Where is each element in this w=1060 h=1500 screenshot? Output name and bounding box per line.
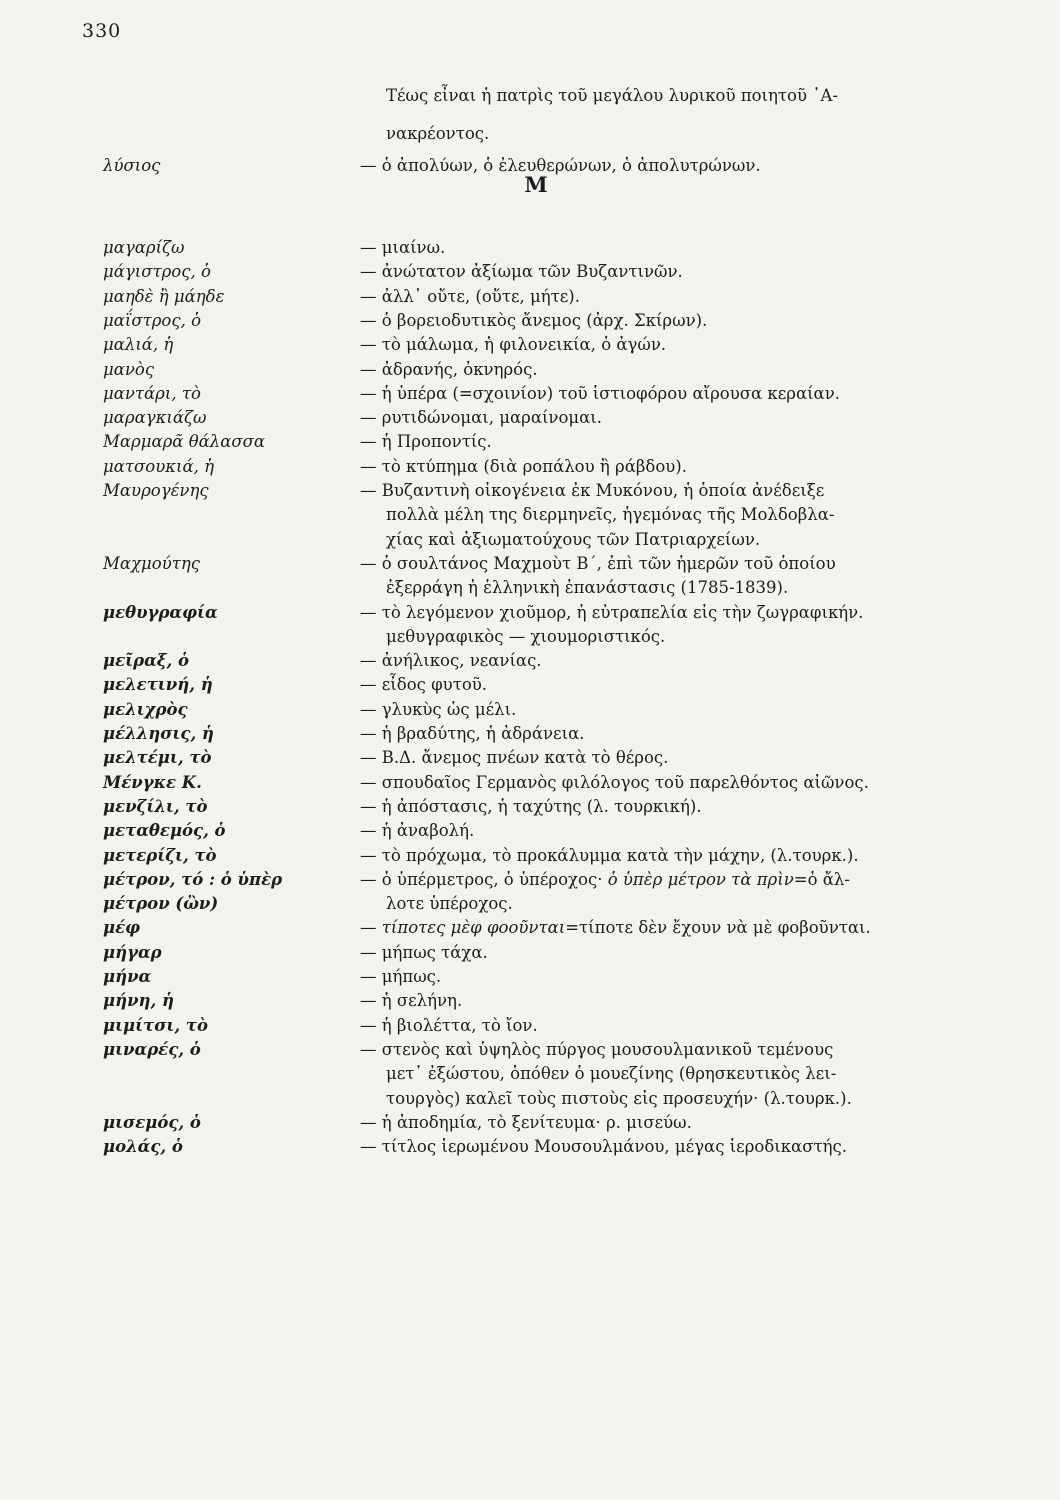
entry-definition xyxy=(360,1016,990,1035)
entry-definition xyxy=(360,967,990,986)
entry-term: μελτέμι, τὸ xyxy=(103,748,212,768)
dictionary-entry xyxy=(0,675,1060,699)
dictionary-entry xyxy=(0,262,1060,286)
definition-continuation: τουργὸς) καλεῖ τοὺς πιστοὺς εἰς προσευχήν· (λ.τουρκ.). xyxy=(386,1088,852,1108)
definition-text: — τὸ κτύπημα (διὰ ροπάλου ἢ ράβδου). xyxy=(360,456,687,476)
definition-text: — τὸ πρόχωμα, τὸ προκάλυμμα κατὰ τὴν μάχην, (λ.τουρκ.). xyxy=(360,845,859,865)
entry-definition xyxy=(360,481,990,500)
dictionary-entry xyxy=(0,578,1060,602)
dictionary-entry xyxy=(0,724,1060,748)
entry-term: μαντάρι, τὸ xyxy=(103,383,201,403)
definition-text: — εἶδος φυτοῦ. xyxy=(360,675,488,695)
definition-continuation: μετ᾿ ἐξώστου, ὁπόθεν ὁ μουεζίνης (θρησκευτικὸς λει- xyxy=(386,1064,837,1084)
definition-text: — ἡ βιολέττα, τὸ ἴον. xyxy=(360,1015,538,1035)
entry-term: μέφ xyxy=(103,918,141,938)
dictionary-entry xyxy=(0,1016,1060,1040)
entry-definition xyxy=(360,408,990,427)
dictionary-entry xyxy=(0,846,1060,870)
dictionary-entry xyxy=(0,870,1060,894)
entry-term: μαηδὲ ἢ μάηδε xyxy=(103,286,225,306)
definition-tail: =τίποτε δὲν ἔχουν νὰ μὲ φοβοῦνται. xyxy=(565,918,871,938)
entry-definition xyxy=(360,846,990,865)
dictionary-entry xyxy=(0,797,1060,821)
definition-example: ὁ ὑπὲρ μέτρον τὰ πρὶν xyxy=(607,869,794,889)
entry-definition xyxy=(360,335,990,354)
definition-tail: =ὁ ἄλ- xyxy=(793,869,850,889)
dictionary-entry xyxy=(0,238,1060,262)
definition-example: τίποτες μὲφ φοοῦνται xyxy=(381,918,566,938)
entry-term: μανὸς xyxy=(103,359,155,379)
entry-definition xyxy=(360,603,990,622)
definition-text: — σπουδαῖος Γερμανὸς φιλόλογος τοῦ παρελθόντος αἰῶνος. xyxy=(360,772,869,792)
definition-text: — ἡ ἀποδημία, τὸ ξενίτευμα· ρ. μισεύω. xyxy=(360,1112,692,1132)
entry-definition xyxy=(360,700,990,719)
dictionary-entry xyxy=(0,1040,1060,1064)
dictionary-entry xyxy=(0,311,1060,335)
entry-term: Μαυρογένης xyxy=(103,481,209,500)
dictionary-entry xyxy=(0,991,1060,1015)
entry-term: μιμίτσι, τὸ xyxy=(103,1015,208,1035)
entry-definition xyxy=(360,238,990,257)
entry-definition xyxy=(360,311,990,330)
dictionary-entry xyxy=(0,384,1060,408)
definition-text: — ἡ Προποντίς. xyxy=(360,432,492,452)
entry-term: μέτρον, τό : ὁ ὑπὲρ xyxy=(103,869,283,889)
entry-term: μαραγκιάζω xyxy=(103,408,207,428)
entry-definition xyxy=(360,918,990,937)
dictionary-entry xyxy=(0,748,1060,772)
definition-text: — xyxy=(360,918,382,938)
intro-term: λύσιος xyxy=(103,156,161,175)
entry-definition xyxy=(360,943,990,962)
definition-continuation: πολλὰ μέλη της διερμηνεῖς, ἡγεμόνας τῆς Μολδοβλα- xyxy=(386,505,835,525)
page-number: 330 xyxy=(82,20,122,42)
definition-continuation: χίας καὶ ἀξιωματούχους τῶν Πατριαρχείων. xyxy=(386,529,761,549)
dictionary-entry xyxy=(0,408,1060,432)
definition-text: — στενὸς καὶ ὑψηλὸς πύργος μουσουλμανικοῦ τεμένους xyxy=(360,1039,834,1059)
dictionary-entry xyxy=(0,457,1060,481)
intro-line-1: Τέως εἶναι ἡ πατρὶς τοῦ μεγάλου λυρικοῦ ποιητοῦ ᾿Α- xyxy=(386,86,838,105)
definition-text: — τίτλος ἱερωμένου Μουσουλμάνου, μέγας ἱεροδικαστής. xyxy=(360,1137,847,1157)
definition-text: — ἡ ἀπόστασις, ἡ ταχύτης (λ. τουρκική). xyxy=(360,796,702,816)
dictionary-entry xyxy=(0,1113,1060,1137)
definition-text: — μήπως. xyxy=(360,967,442,986)
entry-term: μελιχρὸς xyxy=(103,699,188,719)
entry-definition xyxy=(360,651,990,670)
entry-definition xyxy=(360,287,990,306)
entry-term: μέτρον (ὢν) xyxy=(103,894,219,914)
definition-continuation: ἐξερράγη ἡ ἑλληνικὴ ἐπανάστασις (1785-1839). xyxy=(386,578,789,598)
definition-text: — ἀλλ᾿ οὔτε, (οὔτε, μήτε). xyxy=(360,286,580,306)
definition-text: — ἡ σελήνη. xyxy=(360,991,463,1011)
dictionary-entry xyxy=(0,287,1060,311)
entry-definition xyxy=(360,991,990,1010)
definition-text: — ὁ σουλτάνος Μαχμοὺτ Β΄, ἐπὶ τῶν ἡμερῶν τοῦ ὁποίου xyxy=(360,553,836,573)
dictionary-entry xyxy=(0,651,1060,675)
dictionary-entry xyxy=(0,603,1060,627)
dictionary-entry xyxy=(0,918,1060,942)
entry-term: μολάς, ὁ xyxy=(103,1137,183,1157)
entry-term: ματσουκιά, ἡ xyxy=(103,456,215,476)
definition-continuation: λοτε ὑπέροχος. xyxy=(386,894,513,914)
definition-text: — μήπως τάχα. xyxy=(360,942,488,962)
dictionary-entry xyxy=(0,505,1060,529)
definition-text: — ἀδρανής, ὀκνηρός. xyxy=(360,359,538,379)
entry-term: μισεμός, ὁ xyxy=(103,1112,201,1132)
dictionary-entry xyxy=(0,773,1060,797)
entry-term: μεθυγραφία xyxy=(103,602,218,622)
letter-heading: Μ xyxy=(524,172,548,197)
definition-text: — τὸ μάλωμα, ἡ φιλονεικία, ὁ ἀγών. xyxy=(360,335,667,355)
entry-definition xyxy=(360,821,990,840)
entry-term: μαΐστρος, ὁ xyxy=(103,310,202,330)
entry-term: μιναρές, ὁ xyxy=(103,1039,201,1059)
entry-definition xyxy=(360,773,990,792)
entry-term: μελετινή, ἡ xyxy=(103,675,213,695)
entry-term: μήγαρ xyxy=(103,942,162,962)
entry-term: μεταθεμός, ὁ xyxy=(103,821,226,841)
entry-definition xyxy=(360,262,990,281)
entry-term: μαλιά, ἡ xyxy=(103,335,174,355)
entry-term: μεῖραξ, ὁ xyxy=(103,651,190,671)
definition-text: — ἡ ὑπέρα (=σχοινίον) τοῦ ἱστιοφόρου αἴρουσα κεραίαν. xyxy=(360,383,840,403)
definition-text: — γλυκὺς ὡς μέλι. xyxy=(360,699,517,719)
intro-def: — ὁ ἀπολύων, ὁ ἐλευθερώνων, ὁ ἀπολυτρώνων. xyxy=(360,156,761,175)
definition-text: — ἀνήλικος, νεανίας. xyxy=(360,651,542,671)
dictionary-entry xyxy=(0,554,1060,578)
entry-term: μήνη, ἡ xyxy=(103,991,175,1011)
definition-text: — ἡ βραδύτης, ἡ ἀδράνεια. xyxy=(360,724,585,743)
entry-definition xyxy=(360,1137,990,1156)
entry-term: μήνα xyxy=(103,967,152,986)
dictionary-entry xyxy=(0,967,1060,991)
entry-definition xyxy=(360,384,990,403)
entry-definition xyxy=(360,457,990,476)
definition-text: — ὁ βορειοδυτικὸς ἄνεμος (ἀρχ. Σκίρων). xyxy=(360,310,708,330)
definition-text: — ρυτιδώνομαι, μαραίνομαι. xyxy=(360,408,602,428)
entry-term: Μένγκε Κ. xyxy=(103,772,202,792)
dictionary-entry xyxy=(0,700,1060,724)
entry-definition xyxy=(360,1040,990,1059)
entry-definition xyxy=(360,360,990,379)
dictionary-entry xyxy=(0,943,1060,967)
dictionary-entry xyxy=(0,1137,1060,1161)
entry-term: μάγιστρος, ὁ xyxy=(103,262,211,282)
entry-definition xyxy=(360,1113,990,1132)
definition-text: — ὁ ὑπέρμετρος, ὁ ὑπέροχος· xyxy=(360,869,608,889)
definition-continuation: μεθυγραφικὸς — χιουμοριστικός. xyxy=(386,626,666,646)
definition-text: — ἀνώτατον ἀξίωμα τῶν Βυζαντινῶν. xyxy=(360,262,683,282)
intro-line-2: νακρέοντος. xyxy=(386,124,490,143)
dictionary-entry xyxy=(0,530,1060,554)
entry-term: μετερίζι, τὸ xyxy=(103,845,217,865)
definition-text: — μιαίνω. xyxy=(360,238,446,257)
definition-text: — Β.Δ. ἄνεμος πνέων κατὰ τὸ θέρος. xyxy=(360,748,669,768)
entry-term: μενζίλι, τὸ xyxy=(103,796,208,816)
entry-term: Μαρμαρᾶ θάλασσα xyxy=(103,432,266,452)
dictionary-entry xyxy=(0,894,1060,918)
definition-text: — τὸ λεγόμενον χιοῦμορ, ἡ εὐτραπελία εἰς τὴν ζωγραφικήν. xyxy=(360,602,864,622)
dictionary-entry xyxy=(0,1089,1060,1113)
dictionary-entry xyxy=(0,1064,1060,1088)
definition-text: — Βυζαντινὴ οἰκογένεια ἐκ Μυκόνου, ἡ ὁποία ἀνέδειξε xyxy=(360,481,825,500)
dictionary-entry xyxy=(0,627,1060,651)
entry-term: Μαχμούτης xyxy=(103,553,200,573)
entry-definition xyxy=(360,432,990,451)
dictionary-entry xyxy=(0,481,1060,505)
dictionary-entry xyxy=(0,821,1060,845)
entry-term: μαγαρίζω xyxy=(103,238,185,257)
entry-definition xyxy=(360,554,990,573)
entry-term: μέλλησις, ἡ xyxy=(103,724,214,743)
dictionary-entry xyxy=(0,360,1060,384)
entry-definition xyxy=(360,748,990,767)
entry-definition xyxy=(360,797,990,816)
entry-definition xyxy=(360,724,990,743)
dictionary-entry xyxy=(0,335,1060,359)
dictionary-entry xyxy=(0,432,1060,456)
entry-definition xyxy=(360,675,990,694)
definition-text: — ἡ ἀναβολή. xyxy=(360,821,475,841)
entry-definition xyxy=(360,870,990,889)
